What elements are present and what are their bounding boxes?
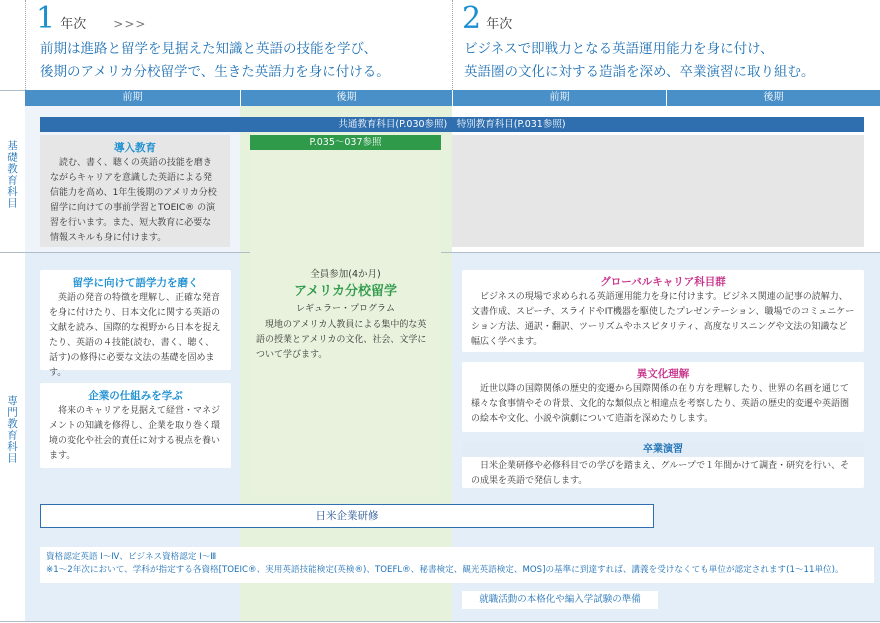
year2-number: 2 [462,1,482,36]
global-career-body: ビジネスの現場で求められる英語運用能力を身に付けます。ビジネス関連の記事の読解力、文書作成、スピーチ、スライドやIT機器を駆使したプレゼンテーション、職場でのコミュニケーション方法、通訳・翻訳、ツーリズムやホスピタリティ、高度なリスニングや文法の知識など幅広く学べます。 [471,292,855,347]
cross-culture-card [462,362,864,432]
year1-intro-line2: 後期のアメリカ分校留学で、生きた英語力を身に付ける。 [40,64,390,80]
intro-course-card [40,135,230,247]
year2-label: 年次 [486,17,513,32]
language-card [40,270,231,378]
study-abroad-title: アメリカ分校留学 [293,284,398,299]
business-title: 企業の仕組みを学ぶ [88,390,183,402]
year2-intro-line2: 英語圏の文化に対する造詣を深め、卒業演習に取り組む。 [464,64,815,80]
year1-intro-line1: 前期は進路と留学を見据えた知識と英語の技能を学び、 [40,41,377,57]
year1-arrows: >>> [113,17,147,31]
side-label-basic: 基礎教育科目 [6,140,18,209]
header-year1-second: 後期 [240,90,452,106]
global-career-card [462,270,864,352]
year2-basic-block [452,135,864,247]
term-header [25,90,880,106]
qualification-line1: 資格認定英語 Ⅰ〜Ⅳ、ビジネス資格認定 Ⅰ〜Ⅲ [46,552,217,562]
year1-intro [40,38,440,84]
business-body: 将来のキャリアを見据えて経営・マネジメントの知識を修得し、企業を取り巻く環境の変化や社会的責任に対する視点を養います。 [49,406,221,461]
qualification-box [40,547,874,583]
language-title: 留学に向けて語学力を磨く [72,277,199,289]
qualification-line2: ※1〜2年次において、学科が指定する各資格[TOEIC®、実用英語技能検定(英検®)、TOEFL®、秘書検定、観光英語検定、MOS]の基準に到達すれば、講義を受けなくても単位が認定されます(1〜11単位)。 [46,565,844,575]
study-abroad-ref: P.035〜037参照 [250,135,441,150]
intro-course-title: 導入教育 [114,142,156,154]
header-year2-first: 前期 [452,90,666,106]
divider [0,621,880,622]
common-courses-bar: 共通教育科目(P.030参照) 特別教育科目(P.031参照) [40,117,864,132]
graduation-title: 卒業演習 [462,442,864,457]
language-body: 英語の発音の特徴を理解し、正確な発音を身に付けたり、日本文化に関する英語の文献を読み、国際的な視野から日本を捉えたり、英語の４技能(読む、書く、聴く、話す)の修得に必要な文法の基礎を固めます。 [49,293,221,378]
job-hunting-box: 就職活動の本格化や編入学試験の準備 [462,591,658,609]
year1-heading [36,1,147,36]
cross-culture-body: 近世以降の国際関係の歴史的変遷から国際関係の在り方を理解したり、世界の名画を通じて様々な食事情やその背景、文化的な類似点と相違点を考察したり、英語の歴史的変遷や英語圏の絵本や文化、小説や演劇について造詣を深めたりします。 [471,384,850,424]
year1-number: 1 [36,1,56,36]
study-abroad-body: 現地のアメリカ人教員による集中的な英語の授業とアメリカの文化、社会、文学について学びます。 [256,320,427,360]
year1-label: 年次 [60,17,87,32]
header-year2-second: 後期 [666,90,880,106]
divider [452,0,453,90]
year2-intro-line1: ビジネスで即戦力となる英語運用能力を身に付け、 [464,41,774,57]
cross-culture-title: 異文化理解 [636,368,690,380]
study-abroad-note: 全員参加(4か月) [310,269,381,280]
header-year1-first: 前期 [122,92,143,103]
side-label-specialized: 専門教育科目 [6,395,18,464]
divider [25,0,26,90]
business-card [40,383,231,468]
study-abroad-sub: レギュラー・プログラム [296,304,395,314]
intro-course-body: 読む、書く、聴くの英語の技能を磨きながらキャリアを意識した英語による発信能力を高め、1年生後期のアメリカ分校留学に向けての事前学習とTOEIC® の演習を行います。また、短大教育に必要な情報スキルも身に付けます。 [50,158,217,243]
training-bar: 日米企業研修 [40,504,654,528]
global-career-title: グローバルキャリア科目群 [600,276,726,288]
year2-heading [462,1,513,36]
study-abroad-content [250,268,441,363]
year2-intro [464,38,874,84]
graduation-card [462,442,864,488]
graduation-body: 日米企業研修や必修科目での学びを踏まえ、グループで１年間かけて調査・研究を行い、その成果を英語で発信します。 [471,461,850,486]
